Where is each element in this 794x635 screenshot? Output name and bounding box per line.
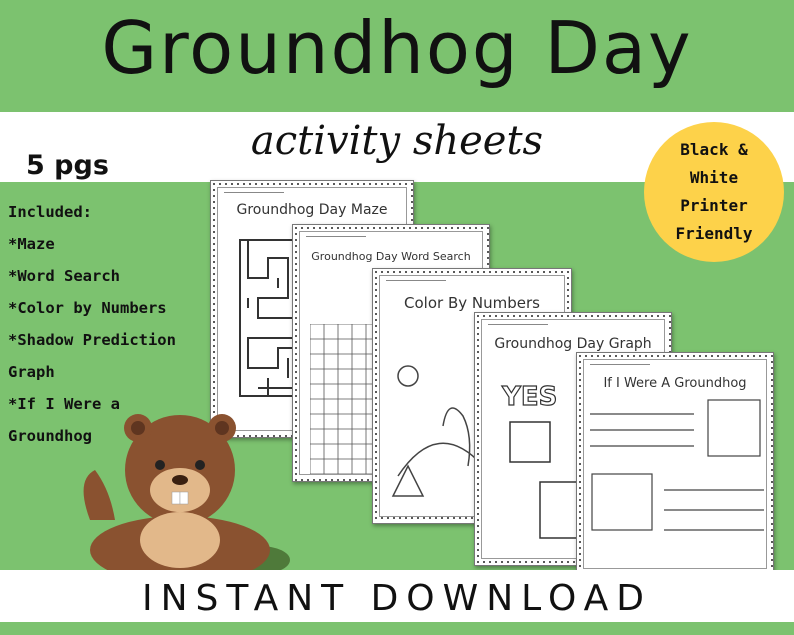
printer-friendly-badge [644,122,784,262]
list-item: *Maze [8,235,55,253]
sheet-title: If I Were A Groundhog [603,376,747,391]
graph-boxes [504,412,584,552]
bottom-green-band [0,622,794,635]
sheet-title: Groundhog Day Graph [494,336,652,352]
list-item: *Shadow Prediction [8,331,176,349]
name-line [224,192,284,193]
page-subtitle: activity sheets [250,118,544,164]
groundhog-mascot [70,410,290,570]
page-title: Groundhog Day [101,6,693,90]
sheet-title: Groundhog Day Maze [236,202,388,218]
if-i-were-sheet [576,352,774,576]
yes-label: YES [502,382,558,412]
name-line [386,280,446,281]
list-item: *Word Search [8,267,120,285]
photo-frames [584,390,768,570]
list-item: Groundhog [8,427,92,445]
sheet-title: Groundhog Day Word Search [311,250,471,263]
list-item: *If I Were a [8,395,120,413]
list-item: Graph [8,363,55,381]
name-line [590,364,650,365]
pages-count: 5 pgs [16,150,119,181]
included-heading: Included: [8,203,92,221]
word-grid [310,324,380,474]
badge-text: Black & White Printer Friendly [675,140,753,243]
name-line [488,324,548,325]
list-item: *Color by Numbers [8,299,167,317]
coloring-graphic [388,356,488,506]
instant-download-label: INSTANT DOWNLOAD [142,578,652,619]
sheet-title: Color By Numbers [404,294,540,312]
name-line [306,236,366,237]
